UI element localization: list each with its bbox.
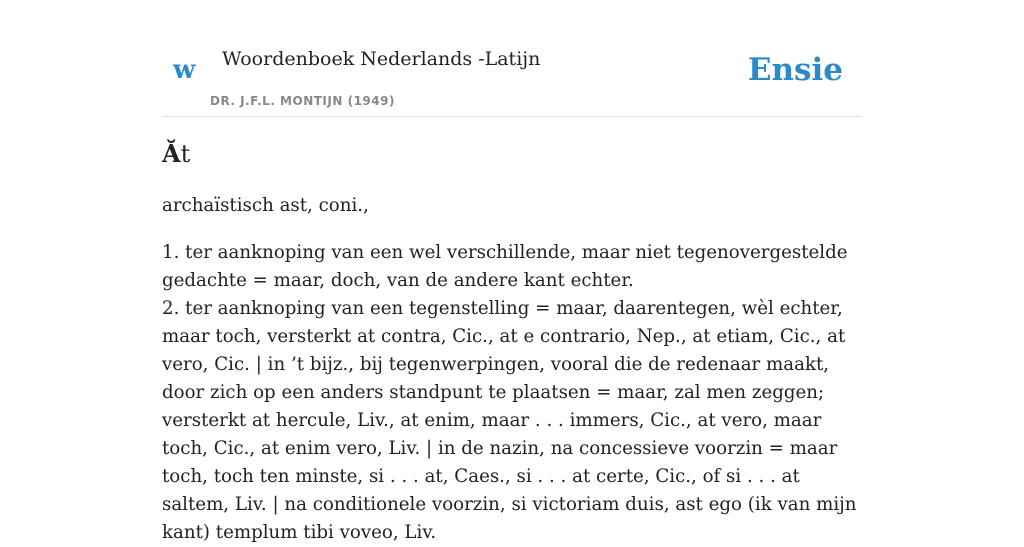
entry-grammar: archaïstisch ast, coni., (162, 195, 369, 216)
definition-2: 2. ter aanknoping van een tegenstelling = maar, daarentegen, wèl echter, maar toch, versterkt at contra, Cic., at e contrario, Nep., at etiam, Cic., at vero, Cic. | in ’t bijz., bij tegenwerpingen, vooral die de redenaar maakt, door zich op een anders standpunt te plaatsen = maar, zal men zeggen; versterkt at hercule, Liv., at enim, maar . . . immers, Cic., at vero, maar toch, Cic., at enim vero, Liv. | in de nazin, na concessieve voorzin = maar toch, toch ten minste, si . . . at, Caes., si . . . at certe, Cic., of si . . . at saltem, Liv. | na conditionele voorzin, si victoriam duis, ast ego (ik van mijn kant) templum tibi voveo, Liv. (162, 298, 857, 543)
entry-title (162, 138, 190, 170)
entry-title-rest: t (180, 140, 191, 168)
ensie-logo-link[interactable]: Ensie (747, 52, 843, 88)
definition-1: 1. ter aanknoping van een wel verschillende, maar niet tegenovergestelde gedachte = maar, doch, van de andere kant echter. (162, 242, 848, 291)
site-header (162, 0, 862, 117)
book-logo-icon[interactable]: w (173, 55, 196, 85)
book-author: DR. J.F.L. MONTIJN (1949) (210, 94, 395, 108)
entry-content (162, 192, 862, 547)
book-title[interactable]: Woordenboek Nederlands -Latijn (222, 48, 541, 70)
entry-title-first: Ă (162, 139, 181, 168)
